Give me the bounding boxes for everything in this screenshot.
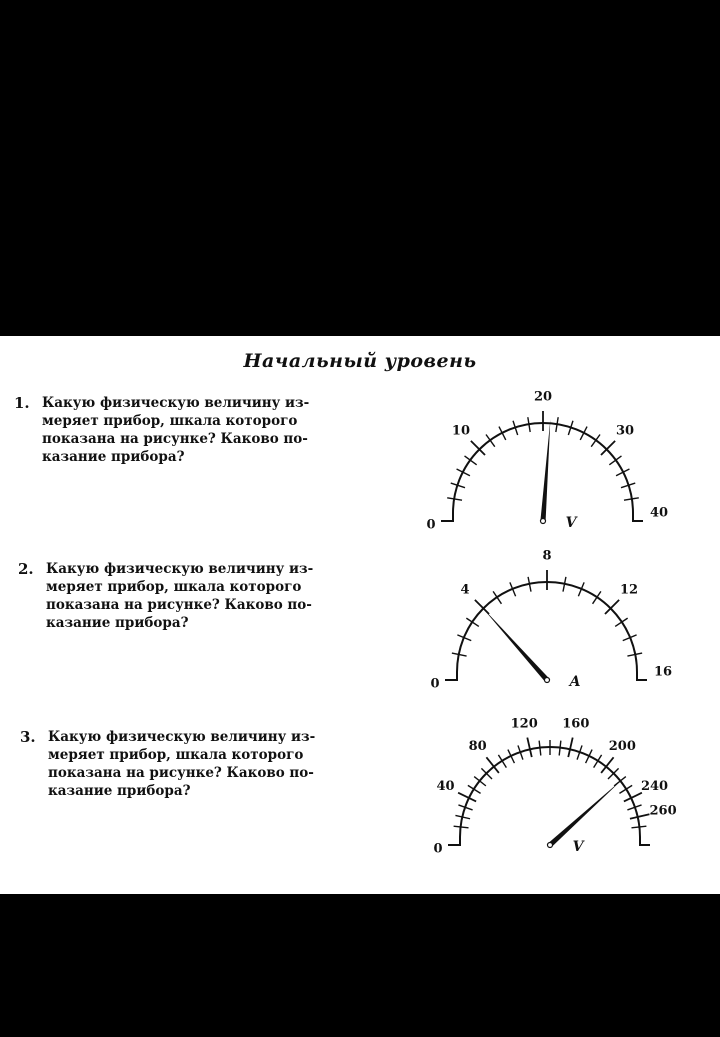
- scale-label: 240: [640, 779, 669, 795]
- scale-label: 120: [510, 716, 538, 732]
- scale-label: 20: [533, 389, 553, 405]
- scale-label: 12: [619, 582, 639, 598]
- question-text-line: показана на рисунке? Каково по-: [46, 597, 312, 613]
- unit-label: V: [572, 839, 584, 855]
- scale-label: 4: [460, 582, 470, 598]
- question-text-line: Какую физическую величину из-: [48, 729, 316, 745]
- major-tick: [527, 738, 531, 757]
- scale-label: 40: [436, 779, 455, 795]
- question-text-line: Какую физическую величину из-: [46, 561, 314, 577]
- textbook-page: [0, 336, 720, 894]
- major-tick: [630, 814, 649, 818]
- page-title: Начальный уровень: [243, 350, 477, 372]
- scale-label: 260: [649, 803, 677, 819]
- scale-label: 160: [562, 716, 590, 732]
- question-text-line: казание прибора?: [42, 449, 185, 465]
- question-text-line: меряет прибор, шкала которого: [46, 579, 302, 595]
- scale-label: 10: [451, 423, 471, 439]
- question-number: 2.: [18, 560, 34, 578]
- gauge-scale-arc: [448, 747, 650, 845]
- voltmeter-gauge-3: [0, 336, 720, 894]
- scale-label: 200: [608, 738, 636, 754]
- question-text-line: меряет прибор, шкала которого: [42, 413, 298, 429]
- question-number: 1.: [14, 394, 30, 412]
- major-tick: [568, 738, 572, 757]
- question-text-line: казание прибора?: [48, 783, 191, 799]
- question-text-line: Какую физическую величину из-: [42, 395, 310, 411]
- question-text-line: меряет прибор, шкала которого: [48, 747, 304, 763]
- scale-label: 80: [468, 738, 487, 754]
- minor-tick: [454, 826, 469, 828]
- scale-label: 0: [430, 676, 440, 692]
- minor-tick: [631, 826, 646, 828]
- unit-label: A: [569, 674, 581, 690]
- scale-label: 40: [649, 505, 669, 521]
- question-number: 3.: [20, 728, 36, 746]
- question-text-line: казание прибора?: [46, 615, 189, 631]
- scale-label: 0: [433, 841, 443, 857]
- scale-label: 16: [653, 664, 673, 680]
- question-text-line: показана на рисунке? Каково по-: [42, 431, 308, 447]
- scale-label: 30: [615, 423, 635, 439]
- needle-pivot: [548, 843, 553, 848]
- minor-tick: [539, 741, 541, 756]
- minor-tick: [559, 741, 561, 756]
- question-text-line: показана на рисунке? Каково по-: [48, 765, 314, 781]
- scale-label: 0: [426, 517, 436, 533]
- unit-label: V: [565, 515, 577, 531]
- scale-label: 8: [542, 548, 552, 564]
- gauge-needle: [548, 778, 623, 847]
